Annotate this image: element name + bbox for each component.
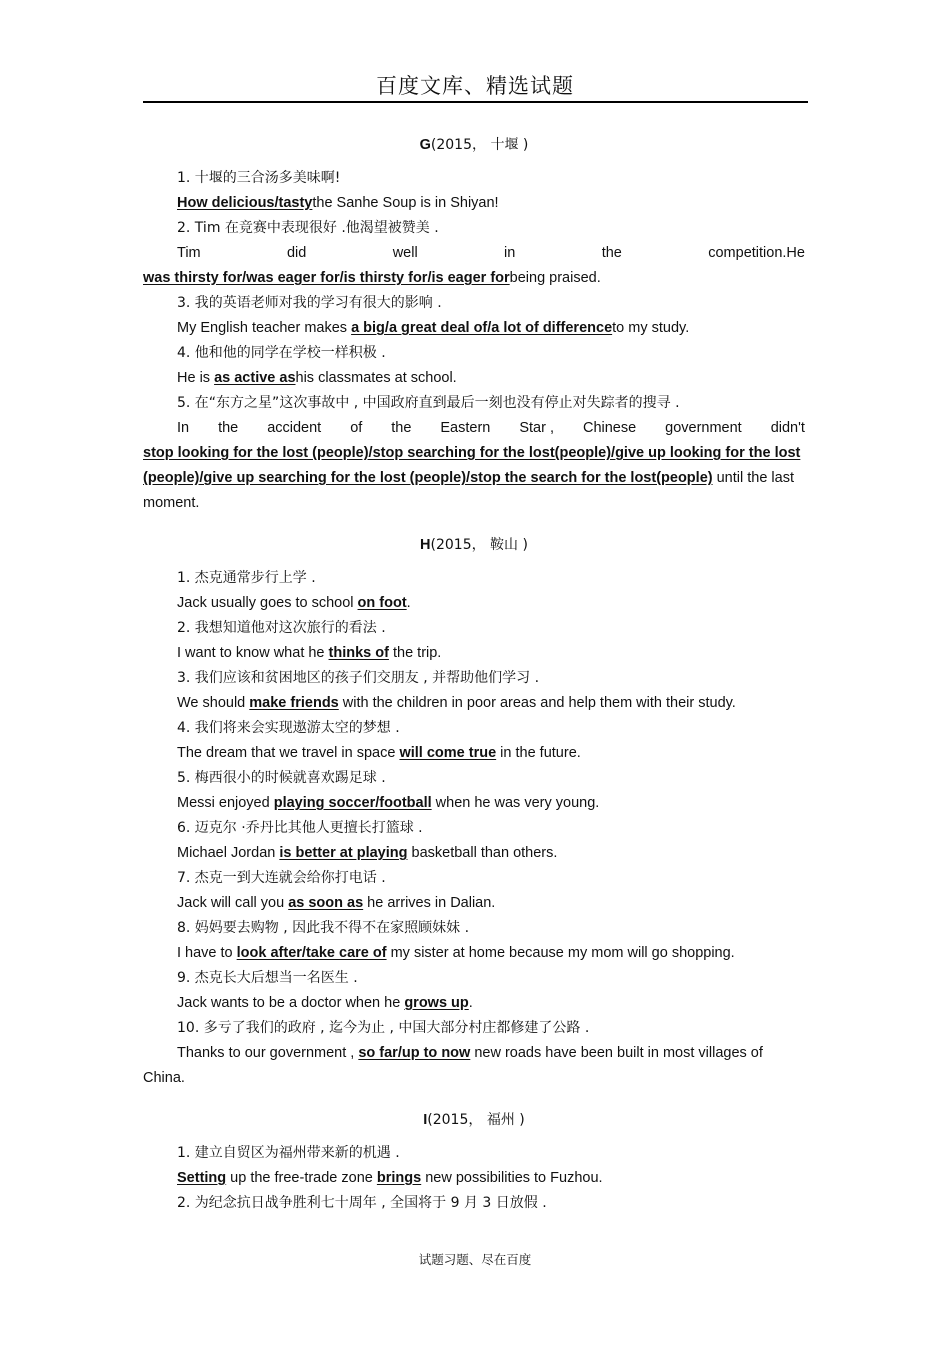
word: Eastern — [440, 420, 491, 436]
word: of — [350, 420, 363, 436]
answer-blank: as soon as — [288, 895, 364, 911]
answer-text: He is — [177, 370, 215, 386]
answer-line — [143, 791, 805, 816]
answer-line — [143, 316, 805, 341]
answer-line — [143, 691, 805, 716]
answer-line — [143, 591, 805, 616]
answer-text: Thanks to our government , — [177, 1045, 359, 1061]
answer-line — [143, 991, 805, 1016]
section-source: (2015， 鞍山 ) — [430, 537, 528, 553]
word: Star , — [519, 420, 554, 436]
answer-blank: was thirsty for/was eager for/is thirsty for/is eager for — [143, 270, 510, 286]
answer-text: We should — [177, 695, 250, 711]
question-prompt: 1. 建立自贸区为福州带来新的机遇 . — [177, 1145, 400, 1161]
answer-blank: a big/a great deal of/a lot of difference — [351, 320, 613, 336]
question-prompt: 2. Tim 在竞赛中表现很好 .他渴望被赞美 . — [177, 220, 439, 236]
section-heading-i — [143, 1108, 805, 1132]
answer-line — [143, 841, 805, 866]
answer-text: new roads have been built in most villages of — [470, 1045, 763, 1061]
question-prompt: 1. 十堰的三合汤多美味啊! — [177, 170, 341, 186]
section-heading-g — [143, 133, 805, 157]
answer-blank: will come true — [399, 745, 497, 761]
word: In — [177, 420, 190, 436]
answer-text: he arrives in Dalian. — [363, 895, 496, 911]
question-prompt: 5. 梅西很小的时候就喜欢踢足球 . — [177, 770, 386, 786]
answer-blank: Setting — [177, 1170, 227, 1186]
answer-text: until the last moment. — [143, 470, 795, 511]
answer-text: My English teacher makes — [177, 320, 352, 336]
answer-line — [143, 1166, 805, 1191]
document-body — [143, 133, 805, 1216]
question-prompt: 9. 杰克长大后想当一名医生 . — [177, 970, 358, 986]
answer-text: basketball than others. — [407, 845, 558, 861]
answer-blank: is better at playing — [279, 845, 408, 861]
answer-text: being praised. — [509, 270, 601, 286]
question-prompt: 10. 多亏了我们的政府 , 迄今为止 , 中国大部分村庄都修建了公路 . — [177, 1020, 590, 1036]
answer-text: with the children in poor areas and help them with their study. — [338, 695, 736, 711]
answer-text: up the free-trade zone — [226, 1170, 377, 1186]
answer-text: to my study. — [612, 320, 690, 336]
question-prompt: 8. 妈妈要去购物 , 因此我不得不在家照顾妹妹 . — [177, 920, 470, 936]
page-header-title: 百度文库、精选试题 — [376, 74, 574, 98]
answer-blank: look after/take care of — [236, 945, 387, 961]
answer-text: Jack wants to be a doctor when he — [177, 995, 405, 1011]
question-prompt: 5. 在“东方之星”这次事故中 , 中国政府直到最后一刻也没有停止对失踪者的搜寻 . — [177, 395, 680, 411]
answer-blank: grows up — [404, 995, 469, 1011]
answer-text: my sister at home because my mom will go shopping. — [386, 945, 735, 961]
answer-text: the Sanhe Soup is in Shiyan! — [312, 195, 499, 211]
answer-line — [143, 266, 805, 291]
section-letter: I — [423, 1112, 428, 1128]
word: the — [391, 420, 412, 436]
word: the — [601, 245, 622, 261]
word: well — [392, 245, 418, 261]
header-divider — [143, 101, 808, 103]
answer-text: . — [406, 595, 411, 611]
answer-paragraph — [143, 441, 805, 516]
word: accident — [267, 420, 322, 436]
word: Chinese — [582, 420, 637, 436]
answer-text: I have to — [177, 945, 237, 961]
question-prompt: 6. 迈克尔 ·乔丹比其他人更擅长打篮球 . — [177, 820, 423, 836]
answer-line-justified — [143, 416, 805, 441]
answer-text: Messi enjoyed — [177, 795, 274, 811]
answer-line — [143, 641, 805, 666]
answer-blank: brings — [376, 1170, 422, 1186]
answer-line-continued: China. — [143, 1070, 185, 1086]
answer-blank: thinks of — [328, 645, 389, 661]
page-footer: 试题习题、尽在百度 — [418, 1252, 532, 1267]
question-prompt: 2. 为纪念抗日战争胜利七十周年 , 全国将于 9 月 3 日放假 . — [177, 1195, 547, 1211]
question-prompt: 3. 我的英语老师对我的学习有很大的影响 . — [177, 295, 442, 311]
answer-text: The dream that we travel in space — [177, 745, 400, 761]
word: did — [286, 245, 307, 261]
answer-text: Jack will call you — [177, 895, 289, 911]
section-heading-h — [143, 533, 805, 557]
word: didn't — [770, 420, 805, 436]
word: competition.He — [708, 245, 805, 261]
answer-line — [143, 191, 805, 216]
question-prompt: 3. 我们应该和贫困地区的孩子们交朋友 , 并帮助他们学习 . — [177, 670, 540, 686]
answer-line — [143, 891, 805, 916]
word: Tim — [177, 245, 201, 261]
answer-blank: as active as — [214, 370, 296, 386]
question-prompt: 2. 我想知道他对这次旅行的看法 . — [177, 620, 386, 636]
answer-line-justified — [143, 241, 805, 266]
answer-line — [143, 941, 805, 966]
question-prompt: 4. 他和他的同学在学校一样积极 . — [177, 345, 386, 361]
answer-text: . — [468, 995, 473, 1011]
answer-text: when he was very young. — [431, 795, 600, 811]
question-prompt: 1. 杰克通常步行上学 . — [177, 570, 316, 586]
answer-line — [143, 741, 805, 766]
section-letter: H — [420, 537, 431, 553]
word: government — [665, 420, 742, 436]
section-letter: G — [419, 137, 431, 153]
answer-text: Jack usually goes to school — [177, 595, 358, 611]
question-prompt: 4. 我们将来会实现遨游太空的梦想 . — [177, 720, 400, 736]
answer-text: Michael Jordan — [177, 845, 280, 861]
word: in — [504, 245, 516, 261]
answer-blank: so far/up to now — [358, 1045, 471, 1061]
answer-blank: stop looking for the lost (people)/stop searching for the lost(people)/give up looking for the lost (people)/give up searching for the lost (people)/stop the search for the lost(people) — [143, 445, 801, 486]
answer-blank: make friends — [249, 695, 339, 711]
answer-text: the trip. — [388, 645, 442, 661]
section-source: (2015， 福州 ) — [427, 1112, 525, 1128]
answer-text: new possibilities to Fuzhou. — [421, 1170, 603, 1186]
answer-blank: playing soccer/football — [273, 795, 432, 811]
answer-blank: How delicious/tasty — [177, 195, 313, 211]
answer-text: I want to know what he — [177, 645, 329, 661]
section-source: (2015， 十堰 ) — [430, 137, 529, 153]
answer-line — [143, 366, 805, 391]
answer-text: in the future. — [496, 745, 581, 761]
answer-line — [143, 1041, 805, 1066]
question-prompt: 7. 杰克一到大连就会给你打电话 . — [177, 870, 386, 886]
answer-text: his classmates at school. — [295, 370, 457, 386]
word: the — [218, 420, 239, 436]
answer-blank: on foot — [357, 595, 407, 611]
